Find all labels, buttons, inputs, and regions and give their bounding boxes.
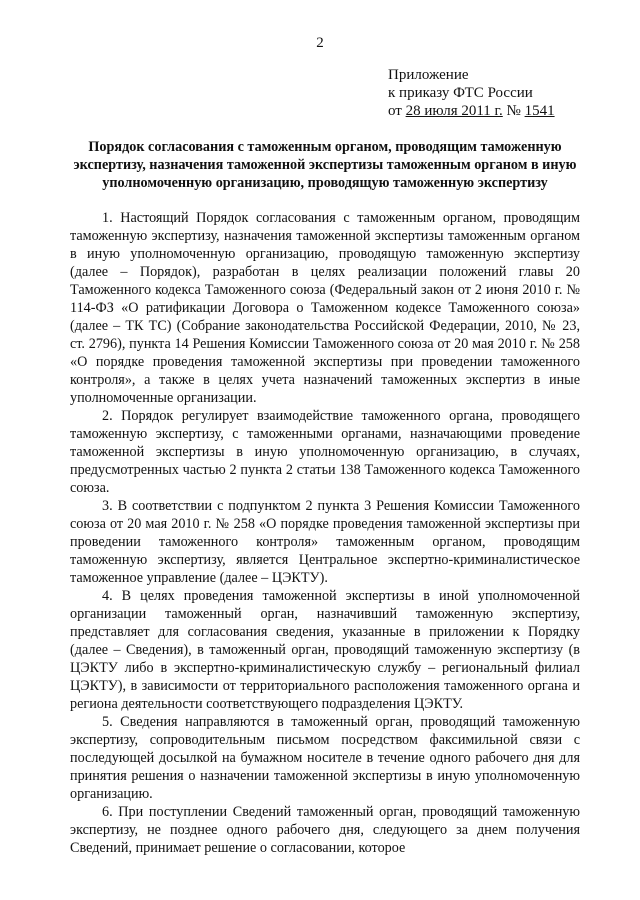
paragraph-5: 5. Сведения направляются в таможенный орган, проводящий таможенную экспертизу, сопроводительным письмом посредством факсимильной связи с последующей досылкой на бумажном носителе в течение одного рабочего дня для принятия решения о назначении таможенной экспертизы в иную уполномоченную организацию. (70, 714, 580, 802)
paragraph-6: 6. При поступлении Сведений таможенный орган, проводящий таможенную экспертизу, не позднее одного рабочего дня, следующего за днем получения Сведений, принимает решение о согласовании, которое (70, 804, 580, 856)
appendix-number: 1541 (524, 103, 555, 119)
paragraph-1: 1. Настоящий Порядок согласования с таможенным органом, проводящим таможенную экспертизу, назначения таможенной экспертизы таможенным органом в иную уполномоченную организацию, проводящую таможенную экспертизу (далее – Порядок), разработан в целях реализации положений главы 20 Таможенного кодекса Таможенного союза (Федеральный закон от 2 июня 2010 г. № 114-ФЗ «О ратификации Договора о Таможенном кодексе Таможенного союза» (далее – ТК ТС) (Собрание законодательства Российской Федерации, 2010, № 23, ст. 2796), пункта 14 Решения Комиссии Таможенного союза от 20 мая 2010 г. № 258 «О порядке проведения таможенной экспертизы при проведении таможенного контроля», а также в целях учета назначений таможенных экспертиз в иные уполномоченные организации. (70, 210, 580, 406)
appendix-number-sign: № (502, 103, 525, 119)
page-number: 2 (316, 35, 324, 51)
appendix-order-ref: к приказу ФТС России (388, 85, 533, 101)
appendix-label: Приложение (388, 67, 469, 83)
paragraph-2: 2. Порядок регулирует взаимодействие таможенного органа, проводящего таможенную экспертизу, с таможенными органами, назначающими проведение таможенной экспертизы в иную уполномоченную организацию, в случаях, предусмотренных частью 2 пункта 2 статьи 138 Таможенного кодекса Таможенного союза. (70, 408, 580, 496)
appendix-date-prefix: от (388, 103, 406, 119)
paragraph-3: 3. В соответствии с подпунктом 2 пункта 3 Решения Комиссии Таможенного союза от 20 мая 2010 г. № 258 «О порядке проведения таможенной экспертизы при проведении таможенного контроля» таможенным органом, проводящим таможенную экспертизу, является Центральное экспертно-криминалистическое таможенное управление (далее – ЦЭКТУ). (70, 498, 580, 586)
document-title: Порядок согласования с таможенным органом, проводящим таможенную экспертизу, назначения таможенной экспертизы таможенным органом в иную уполномоченную организацию, проводящую таможенную экспертизу (73, 139, 577, 191)
appendix-date: 28 июля 2011 г. (405, 103, 503, 119)
document-body (70, 209, 580, 857)
appendix-date-line (388, 102, 555, 120)
appendix-header (388, 66, 555, 120)
paragraph-4: 4. В целях проведения таможенной экспертизы в иной уполномоченной организации таможенный орган, назначивший таможенную экспертизу, представляет для согласования сведения, указанные в приложении к Порядку (далее – Сведения), в таможенный орган, проводящий таможенную экспертизу (в ЦЭКТУ либо в экспертно-криминалистическую службу – региональный филиал ЦЭКТУ), в зависимости от территориального расположения таможенного органа и региона деятельности соответствующего подразделения ЦЭКТУ. (70, 588, 580, 712)
